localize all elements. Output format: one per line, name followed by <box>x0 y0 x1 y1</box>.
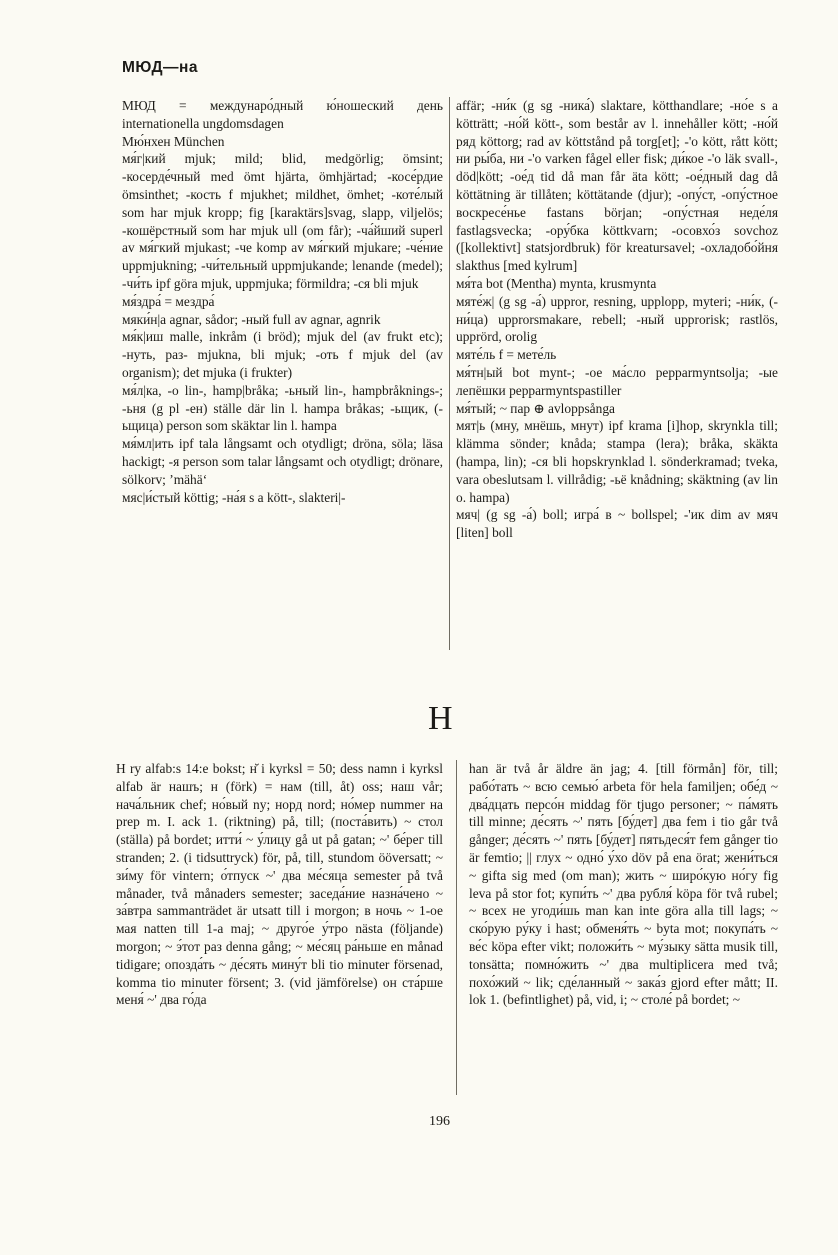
entry-munchen: Мю́нхен München <box>122 133 225 149</box>
entry-n-na: Н ry alfab:s 14:e bokst; н̆ i kyrksl = 50; dess namn i kyrksl alfab är нашъ; н (förk) = нам (till, åt) oss; наш vår; нача́льник chef; но́вый ny; норд nord; но́мер nummer на prep m. I. ack 1. (riktning) på, till; (поста́вить) ~ стол (ställa) på bordet; итти́ ~ у́лицу gå ut på gatan; ~' бе́рег till stranden; 2. (i tidsuttryck) för, på, till, stundom ööversatt; ~ зи́му för vintern; о́тпуск ~' два ме́сяца semester på två månader, två månaders semester; заседа́ние назна́чено ~ за́втра sammanträdet är utsatt till i morgon; в ночь ~ 1-ое мая natten till 1-a maj; ~ друго́е у́тро nästa (följande) morgon; ~ э́тот раз denna gång; ~ ме́сяц ра́ньше en månad tidigare; опозда́ть ~ де́сять мину́т bli tio minuter försenad, komma tio minuter försent; 3. (vid jämförelse) он ста́рше меня́ ~' два го́да <box>116 761 443 1008</box>
entry-myakish: мя́к|иш malle, inkråm (i bröd); mjuk del (av frukt etc); -нуть, раз- mjukna, bli mjuk; -оть f mjuk del (av organism); det mjuka (i frukter) <box>122 329 443 380</box>
entry-myud: МЮД = междунаро́дный ю́ношеский день internationella ungdomsdagen <box>122 98 443 131</box>
column-left <box>122 97 443 506</box>
entry-myatny: мя́тн|ый bot mynt-; -ое ма́сло pepparmyntsolja; -ые лепёшки pepparmyntspastiller <box>456 364 778 398</box>
column-right <box>456 97 778 542</box>
column-divider <box>456 760 457 1095</box>
entry-myach: мяч| (g sg -а́) boll; игра́ в ~ bollspel; -'ик dim av мяч [liten] boll <box>456 507 778 541</box>
entry-myasisty-cont: affär; -ни́к (g sg -ника́) slaktare, kötthandlare; -но́е s a kötträtt; -но́й kött-, som består av l. innehåller kött; -но́й ряд köttorg; rad av köttstånd på torg[et]; -'о kött, rått kött; ни ры́ба, ни -'о varken fågel eller fisk; ди́кое -'о läk svall-, död|kött; -ое́д tid då man får äta kött; -ое́дный dag då köttätning är tillåten; köttätande (djur); -опу́ст, -опу́стное воскресе́нье fastans början; -опу́стная неде́ля fastlagsvecka; -ору́бка köttkvarn; -осовхо́з sovchoz ([kollektivt] statsjordbruk) för kreatursavel; -охладобо́йня slakthus [med kylrum] <box>456 98 778 274</box>
entry-myata: мя́та bot (Mentha) mynta, krusmynta <box>456 275 657 291</box>
column-bottom-left <box>116 760 443 1009</box>
entry-myazdra: мя́здра́ = мездра́ <box>122 293 215 309</box>
entry-myatezh: мяте́ж| (g sg -а́) uppror, resning, upplopp, myteri; -ни́к, (-ни́ца) upprorsmakare, rebell; -ный upprorisk; rastlös, upprörd, orolig <box>456 293 778 345</box>
column-divider <box>449 97 450 650</box>
entry-myamlit: мя́мл|ить ipf tala långsamt och otydligt; dröna, söla; läsa hackigt; -я person som talar långsamt och otydligt; drönare, sölkorv; ’mähä‘ <box>122 436 443 487</box>
entry-myat: мят|ь (мну, мнёшь, мнут) ipf krama [i]hop, skrynkla till; klämma sönder; knåda; stampa (lera); bråka, skäkta (hampa, lin); -ся bli hopskrynklad l. sönderkramad; tveka, vara obeslutsam l. villrådig; -ьё knådning; skäktning (av lin o. hampa) <box>456 418 778 505</box>
entry-myalka: мя́л|ка, -о lin-, hamp|bråka; -ьный lin-, hampbråknings-; -ьня (g pl -ен) ställe där lin l. hampa bråkas; -ьщик, (-ьщица) person som skäktar lin l. hampa <box>122 382 443 434</box>
entry-myagkiy: мя́г|кий mjuk; mild; blid, medgörlig; ömsint; -косерде́чный med ömt hjärta, ömhjärtad; -косе́рдие ömsinthet; -кость f mjukhet; mildhet, ömhet; -коте́лый som har mjuk kropp; fig [karaktärs]svag, slapp, viljelös; -кошёрстный som har mjuk ull (om får); -ча́йший superl av мя́гкий mjukast; -че komp av мя́гкий mjukare; -че́ние uppmjukning; -чи́тельный uppmjukande; lenande (medel); -чи́ть ipf göra mjuk, uppmjuka; förmildra; -ся bli mjuk <box>122 151 443 291</box>
running-head: МЮД—на <box>122 59 199 76</box>
entry-myasisty: мяс|и́стый köttig; -на́я s a kött-, slakteri|- <box>122 489 346 505</box>
entry-na-cont: han är två år äldre än jag; 4. [till förmån] för, till; рабо́тать ~ всю семью́ arbeta för hela familjen; обе́д ~ два́дцать персо́н middag för tjugo personer; ~ па́мять till minne; де́сять ~' пять [бу́дет] два fem i tio går två gånger; де́сять ~' пять [бу́дет] пятьдеся́т fem gånger tio är femtio; || глух ~ одно́ у́хо döv på ena örat; жени́ться ~ gifta sig med (om man); жить ~ широ́кую но́гу fig leva på stor fot; купи́ть ~' два рубля́ köpa för två rubel; ~ всех не угоди́шь man kan inte göra alla till lags; ~ ско́рую ру́ку i hast; обменя́ть ~ byta mot; покупа́ть ~ ве́с köpa efter vikt; положи́ть ~ му́зыку sätta musik till, tonsätta; помно́жить ~' два multiplicera med två; похо́жий ~ lik; сде́ланный ~ зака́з gjord efter mått; II. lok 1. (befintlighet) på, vid, i; ~ столе́ på bordet; ~ <box>469 761 778 1008</box>
entry-myakina: мяки́н|а agnar, sådor; -ный full av agnar, agnrik <box>122 311 381 327</box>
column-bottom-right <box>469 760 778 1009</box>
page-number: 196 <box>429 1114 450 1129</box>
section-letter: Н <box>428 700 453 737</box>
entry-myatel: мяте́ль f = мете́ль <box>456 347 557 363</box>
entry-myaty: мя́тый; ~ пар ⊕ avloppsånga <box>456 400 615 416</box>
